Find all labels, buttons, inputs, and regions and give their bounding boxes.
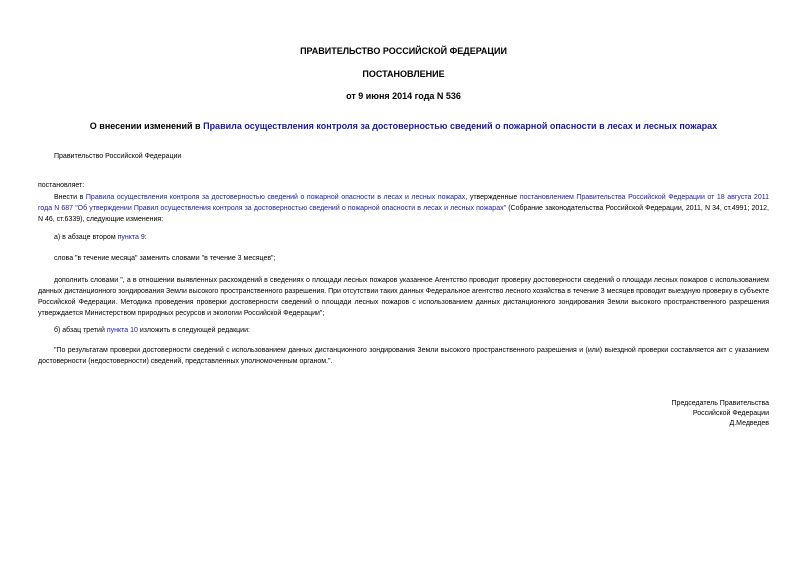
signature-name: Д.Медведев bbox=[729, 420, 769, 427]
document-title bbox=[0, 121, 807, 131]
subparagraph-a bbox=[54, 232, 147, 244]
point-10-link[interactable]: пункта 10 bbox=[106, 327, 138, 334]
p1-text-a: Внести в bbox=[54, 194, 86, 201]
document-type-heading: ПОСТАНОВЛЕНИЕ bbox=[362, 69, 445, 79]
pb-text: б) абзац третий bbox=[54, 327, 107, 334]
resolution-687-link[interactable]: постановлением Правительства Российской Федерации от 18 августа 2011 года N 687 "Об утверждении Правил осуществления контроля за достоверностью сведений о пожарной опасности в лесах и лесных пожарах" bbox=[38, 194, 769, 212]
signature-position-2: Российской Федерации bbox=[692, 410, 769, 417]
issuer-text: Правительство Российской Федерации bbox=[54, 153, 182, 160]
p1-text-c: (Собрание законодательства Российской Федерации, 2011, N 34, ст.4991; 2012, N 46, ст.6339), следующие изменения: bbox=[38, 205, 769, 223]
resolves-text: постановляет: bbox=[38, 182, 85, 189]
pa-end: : bbox=[144, 234, 147, 241]
subparagraph-b bbox=[54, 325, 250, 337]
title-rules-link[interactable]: Правила осуществления контроля за достоверностью сведений о пожарной опасности в лесах и лесных пожарах bbox=[203, 121, 718, 131]
pb-end: изложить в следующей редакции: bbox=[137, 327, 250, 334]
point-9-link[interactable]: пункта 9 bbox=[117, 234, 145, 241]
p1-text-b: , утвержденные bbox=[465, 194, 520, 201]
rules-link[interactable]: Правила осуществления контроля за достоверностью сведений о пожарной опасности в лесах и лесных пожарах bbox=[85, 194, 466, 201]
quote-paragraph: "По результатам проверки достоверности сведений с использованием данных дистанционного зондирования Земли высокого пространственного разрешения и (или) выездной проверки составляется акт с указанием достоверности (недостоверности) сведений, представленных уполномоченным органом.". bbox=[38, 347, 769, 365]
title-prefix: О внесении изменений в bbox=[89, 121, 204, 131]
signature-position-1: Председатель Правительства bbox=[671, 400, 769, 407]
government-heading: ПРАВИТЕЛЬСТВО РОССИЙСКОЙ ФЕДЕРАЦИИ bbox=[300, 46, 507, 56]
pa-text: а) в абзаце втором bbox=[54, 234, 118, 241]
addition-paragraph: дополнить словами ", а в отношении выявленных расхождений в сведениях о площади лесных пожаров указанное Агентство проводит проверку достоверности сведений о площади лесных пожаров с использованием данных дистанционного зондирования Земли высокого пространственного разрешения. При отсутствии таких данных Федеральное агентство лесного хозяйства в течение 3 месяцев проводит выездную проверку в субъекте Российской Федерации. Методика проведения проверки достоверности сведений о площади лесных пожаров с использованием данных дистанционного зондирования Земли высокого пространственного разрешения утверждается Министерством природных ресурсов и экологии Российской Федерации"; bbox=[38, 277, 769, 317]
date-number-heading: от 9 июня 2014 года N 536 bbox=[346, 91, 461, 101]
paragraph-1 bbox=[38, 192, 769, 225]
words-replacement: слова "в течение месяца" заменить словами "в течение 3 месяцев"; bbox=[54, 255, 276, 262]
